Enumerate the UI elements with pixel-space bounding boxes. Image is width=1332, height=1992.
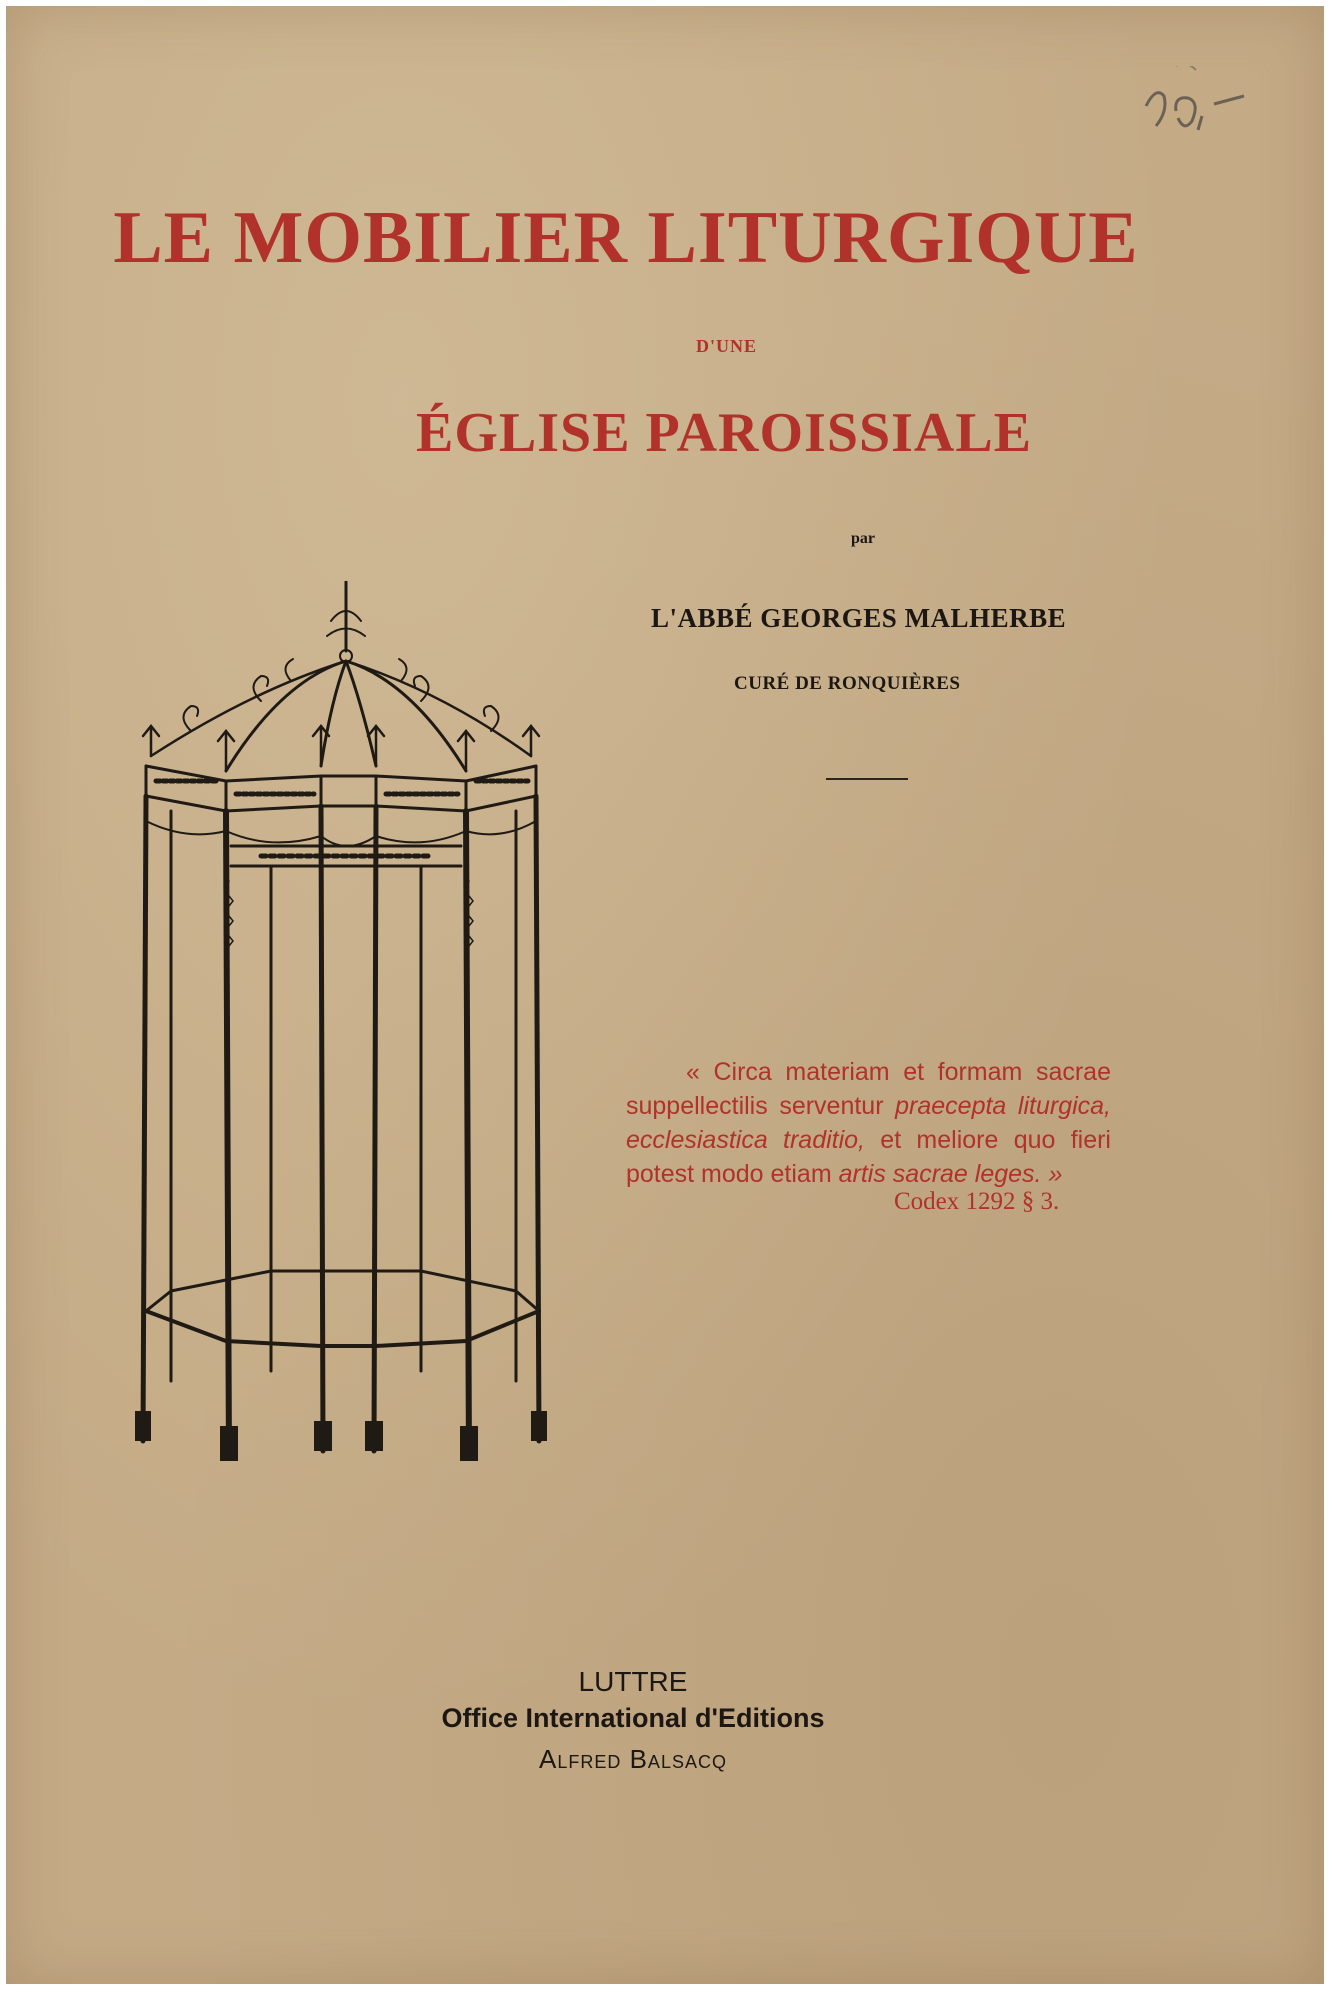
book-title: LE MOBILIER LITURGIQUE — [113, 197, 1139, 279]
pencil-price-note — [1116, 66, 1266, 176]
quote-citation: Codex 1292 § 3. — [894, 1188, 1060, 1215]
quote-text-1: « Circa materiam et formam sacrae suppellectilis serventur — [626, 1058, 1111, 1120]
divider-rule — [826, 778, 908, 780]
book-subtitle: ÉGLISE PAROISSIALE — [416, 402, 1033, 464]
title-connector: D'UNE — [696, 336, 758, 356]
publication-place: LUTTRE — [578, 1666, 688, 1697]
epigraph-quote — [626, 1055, 1111, 1191]
book-cover — [6, 6, 1324, 1984]
printer-name: Alfred Balsacq — [539, 1744, 727, 1774]
by-label: par — [851, 530, 875, 547]
baptistery-gazebo-engraving — [131, 581, 561, 1461]
author-name: L'ABBÉ GEORGES MALHERBE — [651, 603, 1067, 633]
publisher-name: Office International d'Editions — [441, 1703, 825, 1733]
quote-italic-1: praecepta liturgica, ecclesiastica traditio, — [626, 1092, 1111, 1154]
quote-italic-2: artis sacrae leges. » — [838, 1160, 1063, 1188]
quote-text-2: et meliore quo fieri potest modo etiam — [626, 1126, 1111, 1188]
author-title: CURÉ DE RONQUIÈRES — [734, 673, 961, 694]
